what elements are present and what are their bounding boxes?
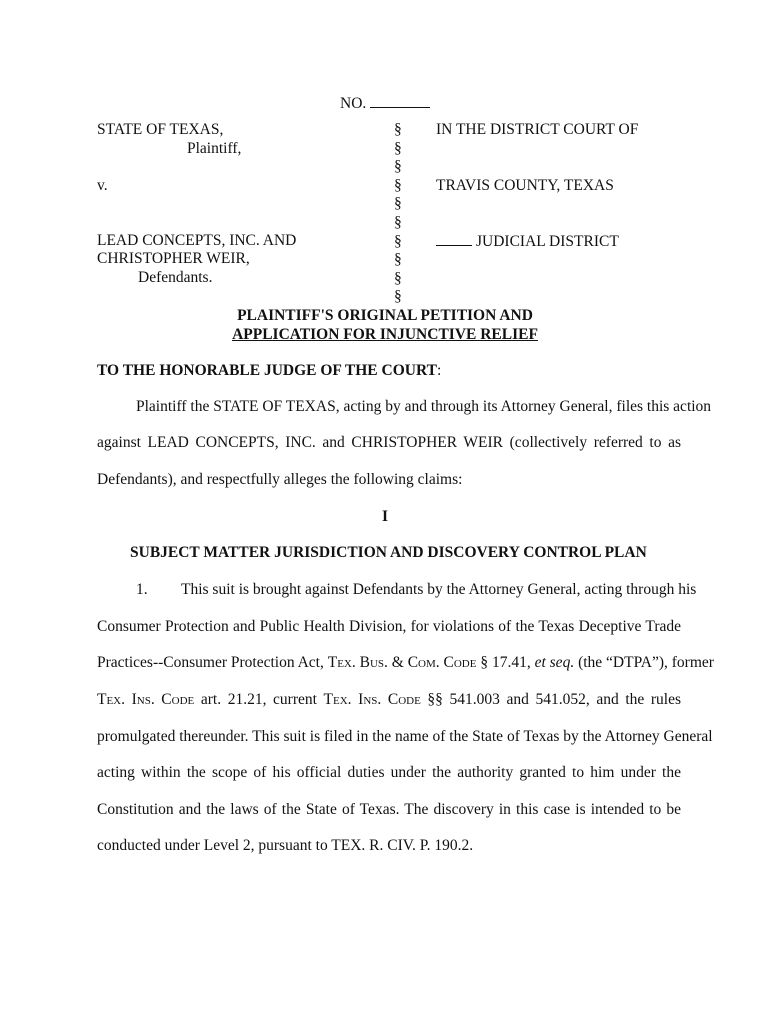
intro-line3: Defendants), and respectfully alleges the following claims: — [97, 471, 463, 488]
section-symbol: § — [394, 232, 402, 250]
document-title-line2-text: APPLICATION FOR INJUNCTIVE RELIEF — [232, 326, 538, 343]
court-line1: IN THE DISTRICT COURT OF — [436, 121, 639, 138]
court-line2: TRAVIS COUNTY, TEXAS — [436, 177, 614, 194]
section-symbol-column — [394, 121, 402, 307]
para1-line5: promulgated thereunder. This suit is filed in the name of the State of Texas by the Attorney General — [97, 728, 713, 745]
document-title-line2 — [0, 325, 770, 344]
section-symbol: § — [394, 288, 402, 306]
salutation-colon: : — [436, 362, 442, 379]
court-line3-text: JUDICIAL DISTRICT — [476, 233, 619, 250]
para1-line3 — [97, 654, 714, 672]
para1-line4-d: §§ 541.003 and 541.052, and the rules — [420, 691, 681, 708]
intro-line2: against LEAD CONCEPTS, INC. and CHRISTOPHER WEIR (collectively referred to as — [97, 434, 681, 451]
para1-line3-e: (the “DTPA”), former — [574, 654, 714, 671]
para1-line7: Constitution and the laws of the State of Texas. The discovery in this case is intended to be — [97, 801, 681, 818]
section-symbol: § — [394, 213, 402, 231]
para1-line2: Consumer Protection and Public Health Division, for violations of the Texas Deceptive Trade — [97, 618, 681, 635]
versus: v. — [97, 177, 108, 194]
defendant-line1: LEAD CONCEPTS, INC. AND — [97, 232, 297, 249]
salutation-text: TO THE HONORABLE JUDGE OF THE COURT — [97, 362, 437, 379]
section-symbol: § — [394, 139, 402, 157]
case-number-label: NO. — [340, 95, 367, 112]
para1-line1: This suit is brought against Defendants by the Attorney General, acting through his — [181, 581, 697, 598]
section-symbol: § — [394, 269, 402, 287]
plaintiff-role: Plaintiff, — [187, 140, 242, 157]
para1-line4 — [97, 691, 681, 709]
case-number — [340, 93, 430, 113]
para1-line8: conducted under Level 2, pursuant to TEX. R. CIV. P. 190.2. — [97, 837, 474, 854]
section-symbol: § — [394, 158, 402, 176]
et-seq: et seq. — [534, 654, 575, 671]
section-symbol: § — [394, 176, 402, 194]
para1-line6: acting within the scope of his official duties under the authority granted to him under the — [97, 764, 681, 781]
case-number-blank — [370, 93, 430, 108]
plaintiff-name: STATE OF TEXAS, — [97, 121, 224, 138]
paragraph-number: 1. — [136, 581, 148, 598]
section-heading: SUBJECT MATTER JURISDICTION AND DISCOVERY CONTROL PLAN — [130, 544, 647, 561]
para1-line3-c: § 17.41, — [476, 654, 535, 671]
section-symbol: § — [394, 251, 402, 269]
section-symbol: § — [394, 121, 402, 138]
ins-code-citation: Tex. Ins. Code — [97, 691, 195, 708]
court-line3 — [436, 232, 619, 251]
ins-code-citation: Tex. Ins. Code — [323, 691, 421, 708]
statute-citation: Tex. Bus. & Com. Code — [327, 654, 477, 671]
salutation — [97, 362, 441, 380]
section-number: I — [381, 508, 389, 525]
para1-line4-b: art. 21.21, current — [194, 691, 324, 708]
intro-line1: Plaintiff the STATE OF TEXAS, acting by and through its Attorney General, files this action — [136, 398, 712, 415]
defendant-line2: CHRISTOPHER WEIR, — [97, 250, 250, 267]
document-title-line1: PLAINTIFF'S ORIGINAL PETITION AND — [237, 307, 533, 324]
para1-line3-a: Practices--Consumer Protection Act, — [97, 654, 328, 671]
district-number-blank — [436, 232, 472, 246]
defendant-role: Defendants. — [138, 269, 213, 286]
section-symbol: § — [394, 195, 402, 213]
